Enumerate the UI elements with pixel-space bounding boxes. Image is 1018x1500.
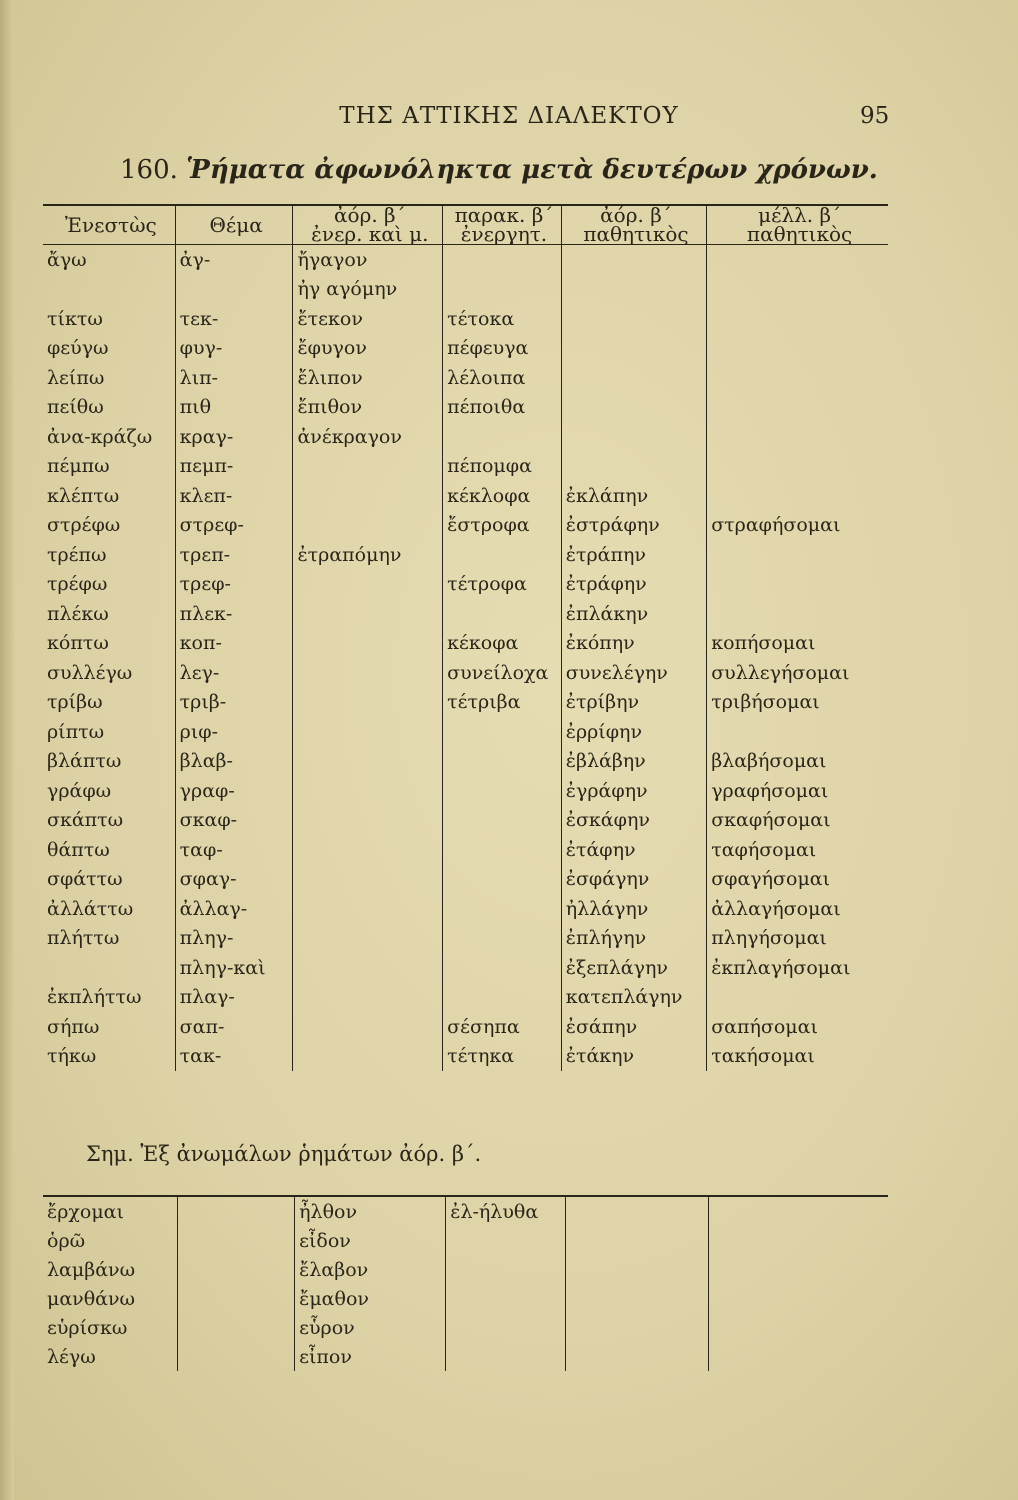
table-cell	[293, 511, 443, 541]
table-cell	[707, 570, 888, 600]
table-cell: τρίβω	[47, 691, 103, 714]
table-row	[43, 334, 888, 364]
table-cell: πλαγ-	[175, 983, 293, 1013]
page-number: 95	[860, 103, 890, 129]
table-cell	[561, 245, 706, 275]
table-cell	[443, 983, 562, 1013]
table-cell: εἶδον	[295, 1226, 446, 1255]
table-cell: ἐτράπην	[561, 540, 706, 570]
table-cell: ἀγ-	[175, 245, 293, 275]
table-cell: ἠγ αγόμην	[293, 275, 443, 305]
table-row	[43, 1042, 888, 1072]
table-row	[43, 1196, 888, 1226]
table-cell	[293, 629, 443, 659]
table-cell	[708, 1196, 888, 1226]
table-row	[43, 658, 888, 688]
column-header	[707, 205, 888, 245]
table-row	[43, 363, 888, 393]
table-cell	[293, 835, 443, 865]
table-cell: τρεφ-	[175, 570, 293, 600]
table-cell: εἶπον	[295, 1342, 446, 1371]
table-cell: λέγω	[47, 1345, 96, 1368]
table-row	[43, 776, 888, 806]
table-cell: βλάπτω	[47, 750, 122, 773]
table-cell: τίκτω	[47, 307, 103, 330]
table-cell: λέλοιπα	[443, 363, 562, 393]
table-cell: συλλέγω	[47, 661, 133, 684]
table-cell	[177, 1284, 294, 1313]
table-cell: ἔμαθον	[295, 1284, 446, 1313]
table-cell: φυγ-	[175, 334, 293, 364]
table-cell: ἐτάκην	[561, 1042, 706, 1072]
table-cell	[565, 1284, 708, 1313]
table-cell	[177, 1226, 294, 1255]
note-line: Σημ. Ἐξ ἀνωμάλων ῥημάτων ἀόρ. β΄.	[86, 1142, 482, 1166]
table-cell	[293, 953, 443, 983]
table-cell	[443, 924, 562, 954]
table-cell	[707, 304, 888, 334]
column-header-line1: παρακ. β΄	[454, 203, 554, 227]
table-cell	[707, 540, 888, 570]
table-cell	[446, 1284, 566, 1313]
table-cell	[708, 1284, 888, 1313]
table-cell: ὁρῶ	[47, 1229, 86, 1252]
table-cell	[443, 894, 562, 924]
table-cell: ἐτρίβην	[561, 688, 706, 718]
table-cell	[446, 1342, 566, 1371]
column-header	[561, 205, 706, 245]
table-cell: στραφήσομαι	[707, 511, 888, 541]
table-cell: συνελέγην	[561, 658, 706, 688]
table-cell	[443, 422, 562, 452]
table-cell: τρεπ-	[175, 540, 293, 570]
table-row	[43, 275, 888, 305]
table-row	[43, 422, 888, 452]
column-header-line2: ἐνεργητ.	[460, 222, 548, 246]
table-cell: ἐλ-ήλυθα	[446, 1196, 566, 1226]
table-cell	[43, 275, 175, 305]
table-cell	[293, 688, 443, 718]
column-header-line2: παθητικὸς	[583, 222, 689, 246]
column-header-line1: ἀόρ. β΄	[334, 203, 406, 227]
table-cell: λείπω	[47, 366, 105, 389]
table-cell	[293, 1042, 443, 1072]
table-cell: ἐρρίφην	[561, 717, 706, 747]
table-cell: ριφ-	[175, 717, 293, 747]
table-row	[43, 894, 888, 924]
table-cell	[293, 776, 443, 806]
table-cell: πέμπω	[47, 455, 110, 478]
table-cell: κατεπλάγην	[561, 983, 706, 1013]
table-cell: κλέπτω	[47, 484, 120, 507]
table-cell	[443, 717, 562, 747]
table-cell	[707, 393, 888, 423]
table-cell: ἐτραπόμην	[293, 540, 443, 570]
table-row	[43, 747, 888, 777]
table-cell: σέσηπα	[443, 1012, 562, 1042]
table-cell	[565, 1342, 708, 1371]
table-cell: πείθω	[47, 396, 104, 419]
table-cell: τέτοκα	[443, 304, 562, 334]
table-cell: γραφήσομαι	[707, 776, 888, 806]
table-cell: ἠλλάγην	[561, 894, 706, 924]
table-row	[43, 865, 888, 895]
table-cell	[443, 747, 562, 777]
section-heading	[120, 155, 878, 185]
table-cell: συνείλοχα	[443, 658, 562, 688]
table-cell: λεγ-	[175, 658, 293, 688]
table-cell: ἀλλαγήσομαι	[707, 894, 888, 924]
table-cell: ἐσφάγην	[561, 865, 706, 895]
table-cell	[707, 275, 888, 305]
table-cell: ἐπλήγην	[561, 924, 706, 954]
table-cell	[708, 1313, 888, 1342]
table-cell	[293, 894, 443, 924]
table-cell	[293, 865, 443, 895]
table-cell	[565, 1226, 708, 1255]
table-cell	[443, 599, 562, 629]
table-cell: ἐσάπην	[561, 1012, 706, 1042]
table-cell	[708, 1255, 888, 1284]
table-cell	[561, 363, 706, 393]
table-cell	[293, 599, 443, 629]
table-cell: πλέκω	[47, 602, 109, 625]
table-cell: κέκλοφα	[443, 481, 562, 511]
table-cell	[707, 983, 888, 1013]
table-cell	[293, 570, 443, 600]
table-cell: ἐτράφην	[561, 570, 706, 600]
table-row	[43, 806, 888, 836]
table-cell	[293, 983, 443, 1013]
table-cell: σφαγ-	[175, 865, 293, 895]
table-cell: ἐκλάπην	[561, 481, 706, 511]
table-cell: ταφήσομαι	[707, 835, 888, 865]
table-cell: πέφευγα	[443, 334, 562, 364]
table-cell	[177, 1255, 294, 1284]
table-cell: κόπτω	[47, 632, 109, 655]
table-cell: τριβήσομαι	[707, 688, 888, 718]
irregular-table-body	[43, 1196, 888, 1371]
running-title: ΤΗΣ ΑΤΤΙΚΗΣ ΔΙΑΛΕΚΤΟΥ	[339, 103, 679, 129]
table-cell	[293, 806, 443, 836]
verb-table	[43, 204, 888, 1071]
table-cell: τρέφω	[47, 573, 108, 596]
table-cell	[446, 1226, 566, 1255]
table-row	[43, 1255, 888, 1284]
table-cell	[561, 304, 706, 334]
table-cell	[43, 953, 175, 983]
table-cell: στρέφω	[47, 514, 121, 537]
table-cell	[561, 452, 706, 482]
table-cell: θάπτω	[47, 838, 110, 861]
table-cell: τακ-	[175, 1042, 293, 1072]
table-cell: τέτηκα	[443, 1042, 562, 1072]
table-cell: λιπ-	[175, 363, 293, 393]
table-cell	[561, 422, 706, 452]
table-row	[43, 1342, 888, 1371]
table-cell	[443, 275, 562, 305]
table-cell: τακήσομαι	[707, 1042, 888, 1072]
table-cell: μανθάνω	[47, 1287, 136, 1310]
table-cell: ταφ-	[175, 835, 293, 865]
table-cell	[443, 540, 562, 570]
table-cell: ἐξεπλάγην	[561, 953, 706, 983]
table-cell	[175, 275, 293, 305]
table-header-row	[43, 205, 888, 245]
table-cell	[707, 422, 888, 452]
table-row	[43, 570, 888, 600]
table-row	[43, 983, 888, 1013]
table-cell: στρεφ-	[175, 511, 293, 541]
table-cell	[293, 658, 443, 688]
table-cell: ἀλλάττω	[47, 897, 134, 920]
table-row	[43, 953, 888, 983]
table-cell	[561, 393, 706, 423]
table-cell	[708, 1226, 888, 1255]
table-row	[43, 1012, 888, 1042]
table-cell: κοπήσομαι	[707, 629, 888, 659]
table-body	[43, 245, 888, 1072]
column-header	[293, 205, 443, 245]
table-cell: λαμβάνω	[47, 1258, 136, 1281]
table-cell: βλαβ-	[175, 747, 293, 777]
table-cell: ἄγω	[47, 248, 87, 271]
table-cell: ἐκόπην	[561, 629, 706, 659]
table-cell: ἐσκάφην	[561, 806, 706, 836]
table-cell: τέτριβα	[443, 688, 562, 718]
column-header	[43, 205, 175, 245]
table-cell	[293, 747, 443, 777]
table-cell: ἐγράφην	[561, 776, 706, 806]
table-cell: ἀνα-κράζω	[47, 425, 153, 448]
table-cell	[443, 953, 562, 983]
table-cell: πλήττω	[47, 927, 120, 950]
table-cell: ἀλλαγ-	[175, 894, 293, 924]
table-cell	[293, 481, 443, 511]
table-cell	[443, 865, 562, 895]
table-cell: εὑρίσκω	[47, 1316, 128, 1339]
table-cell: πεμπ-	[175, 452, 293, 482]
table-cell	[707, 334, 888, 364]
column-header-line1: μέλλ. β΄	[758, 203, 842, 227]
table-cell: ἔτεκον	[293, 304, 443, 334]
table-cell: ἐστράφην	[561, 511, 706, 541]
table-row	[43, 481, 888, 511]
table-row	[43, 511, 888, 541]
table-cell: σκαφ-	[175, 806, 293, 836]
table-cell: κλεπ-	[175, 481, 293, 511]
table-cell: συλλεγήσομαι	[707, 658, 888, 688]
table-cell	[293, 452, 443, 482]
table-cell: κραγ-	[175, 422, 293, 452]
table-row	[43, 688, 888, 718]
table-cell	[708, 1342, 888, 1371]
table-cell	[707, 717, 888, 747]
table-cell: ἔρχομαι	[47, 1200, 124, 1223]
table-row	[43, 924, 888, 954]
table-cell	[561, 334, 706, 364]
table-cell	[707, 599, 888, 629]
table-row	[43, 629, 888, 659]
table-cell	[293, 1012, 443, 1042]
table-cell: πληγήσομαι	[707, 924, 888, 954]
table-row	[43, 717, 888, 747]
table-cell: ἔπιθον	[293, 393, 443, 423]
table-cell	[565, 1255, 708, 1284]
table-cell: γράφω	[47, 779, 112, 802]
table-cell	[561, 275, 706, 305]
table-cell: πέποιθα	[443, 393, 562, 423]
column-header-line2: ἐνερ. καὶ μ.	[311, 222, 429, 246]
table-cell: ἔστροφα	[443, 511, 562, 541]
table-cell	[177, 1196, 294, 1226]
table-row	[43, 1284, 888, 1313]
table-cell: πέπομφα	[443, 452, 562, 482]
table-cell: γραφ-	[175, 776, 293, 806]
table-cell	[446, 1255, 566, 1284]
column-header	[443, 205, 562, 245]
section-title: Ῥήματα ἀφωνόληκτα μετὰ δευτέρων χρόνων.	[186, 155, 878, 185]
table-cell	[707, 452, 888, 482]
table-cell: σφάττω	[47, 868, 123, 891]
table-row	[43, 835, 888, 865]
table-cell	[565, 1313, 708, 1342]
table-row	[43, 452, 888, 482]
table-cell: ἐτάφην	[561, 835, 706, 865]
page-binding-edge	[0, 0, 14, 1500]
table-cell: ἐκπλαγήσομαι	[707, 953, 888, 983]
table-row	[43, 245, 888, 275]
table-cell	[443, 835, 562, 865]
table-cell	[446, 1313, 566, 1342]
table-cell: ἐκπλήττω	[47, 986, 142, 1009]
table-cell: πληγ-	[175, 924, 293, 954]
table-cell: ἐπλάκην	[561, 599, 706, 629]
table-cell: ἔφυγον	[293, 334, 443, 364]
table-cell: τεκ-	[175, 304, 293, 334]
column-header-line1: ἀόρ. β΄	[600, 203, 672, 227]
table-cell: πληγ-καὶ	[175, 953, 293, 983]
table-row	[43, 540, 888, 570]
table-cell: ρίπτω	[47, 720, 105, 743]
table-cell: τέτροφα	[443, 570, 562, 600]
table-cell: τήκω	[47, 1045, 97, 1068]
table-cell	[707, 481, 888, 511]
table-row	[43, 304, 888, 334]
table-cell: σφαγήσομαι	[707, 865, 888, 895]
table-cell: πιθ	[175, 393, 293, 423]
table-cell: σαπήσομαι	[707, 1012, 888, 1042]
table-cell: ἤγαγον	[293, 245, 443, 275]
table-cell: ἔλιπον	[293, 363, 443, 393]
column-header	[175, 205, 293, 245]
column-header-line2: παθητικὸς	[746, 222, 853, 246]
table-row	[43, 1313, 888, 1342]
table-cell: ἐβλάβην	[561, 747, 706, 777]
table-cell: πλεκ-	[175, 599, 293, 629]
table-cell: κοπ-	[175, 629, 293, 659]
table-cell: ἦλθον	[295, 1196, 446, 1226]
column-header-line1: Ἐνεστὼς	[64, 212, 157, 237]
irregular-verb-table	[43, 1195, 888, 1371]
table-cell	[443, 776, 562, 806]
table-cell: σκαφήσομαι	[707, 806, 888, 836]
table-cell: τριβ-	[175, 688, 293, 718]
table-cell	[443, 245, 562, 275]
table-row	[43, 599, 888, 629]
table-cell: ἔλαβον	[295, 1255, 446, 1284]
table-cell	[177, 1342, 294, 1371]
table-cell: φεύγω	[47, 337, 109, 360]
table-cell: τρέπω	[47, 543, 107, 566]
table-row	[43, 1226, 888, 1255]
table-cell: βλαβήσομαι	[707, 747, 888, 777]
table-cell	[293, 924, 443, 954]
table-cell: σαπ-	[175, 1012, 293, 1042]
table-cell: εὗρον	[295, 1313, 446, 1342]
table-row	[43, 393, 888, 423]
column-header-line1: Θέμα	[209, 212, 263, 237]
table-cell: κέκοφα	[443, 629, 562, 659]
table-cell	[707, 363, 888, 393]
table-cell	[707, 245, 888, 275]
table-cell	[177, 1313, 294, 1342]
table-cell	[565, 1196, 708, 1226]
table-cell	[293, 717, 443, 747]
table-cell	[443, 806, 562, 836]
table-cell: σκάπτω	[47, 809, 124, 832]
table-cell: σήπω	[47, 1015, 100, 1038]
section-number: 160.	[120, 155, 178, 185]
table-cell: ἀνέκραγον	[293, 422, 443, 452]
